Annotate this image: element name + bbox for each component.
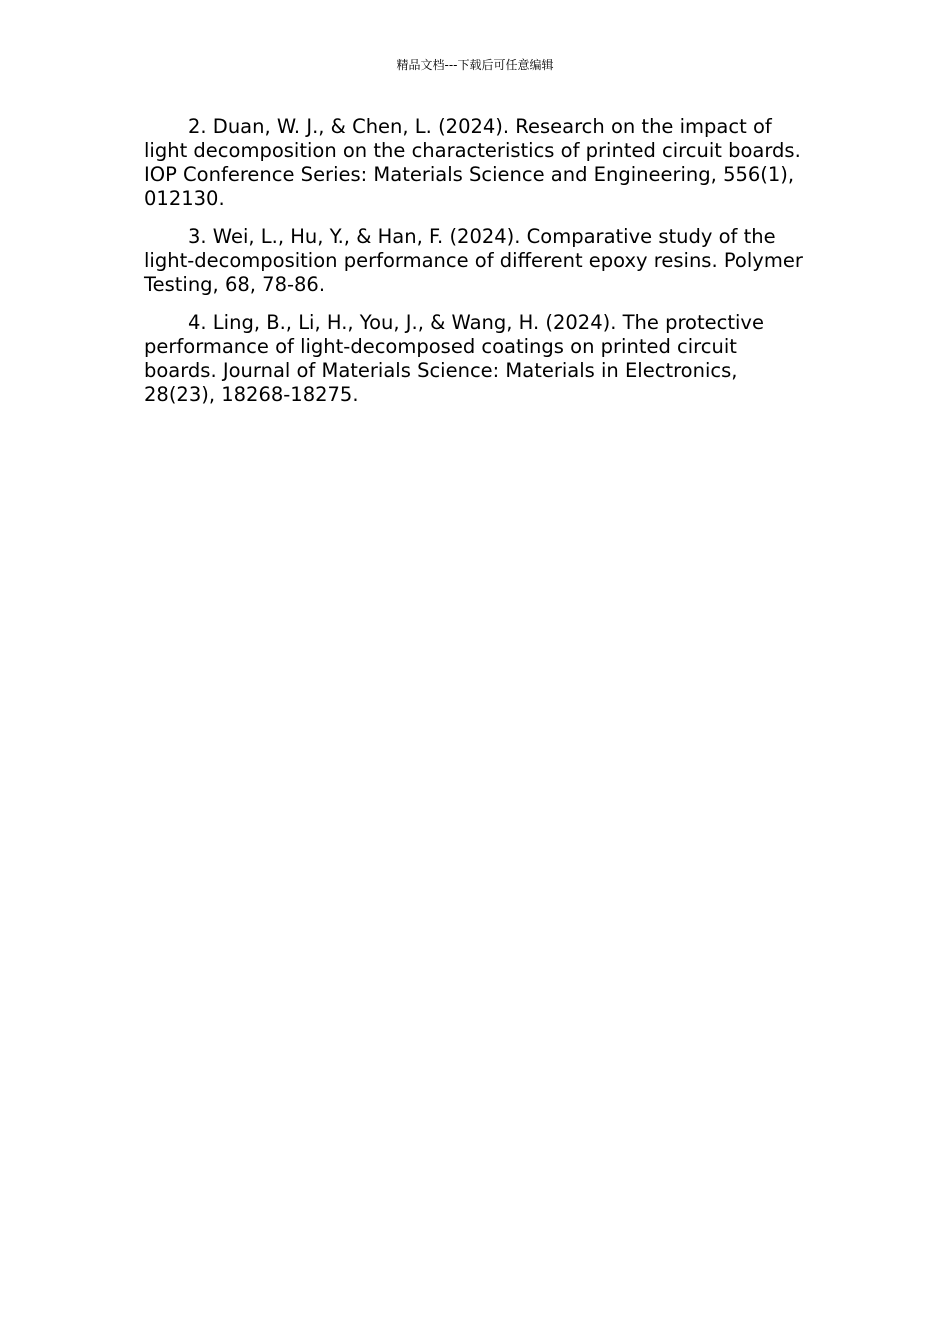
reference-list [144,115,810,421]
page-header: 精品文档---下载后可任意编辑 [396,58,554,72]
reference-item: 4. Ling, B., Li, H., You, J., & Wang, H. (2024). The protective performance of light-decomposed coatings on printed circuit boards. Journal of Materials Science: Materials in Electronics, 28(23), 18268-18275. [144,311,764,406]
reference-item: 2. Duan, W. J., & Chen, L. (2024). Research on the impact of light decomposition on the characteristics of printed circuit boards. IOP Conference Series: Materials Science and Engineering, 556(1), 012130. [144,115,801,210]
reference-item: 3. Wei, L., Hu, Y., & Han, F. (2024). Comparative study of the light-decomposition performance of different epoxy resins. Polymer Testing, 68, 78-86. [144,225,803,296]
